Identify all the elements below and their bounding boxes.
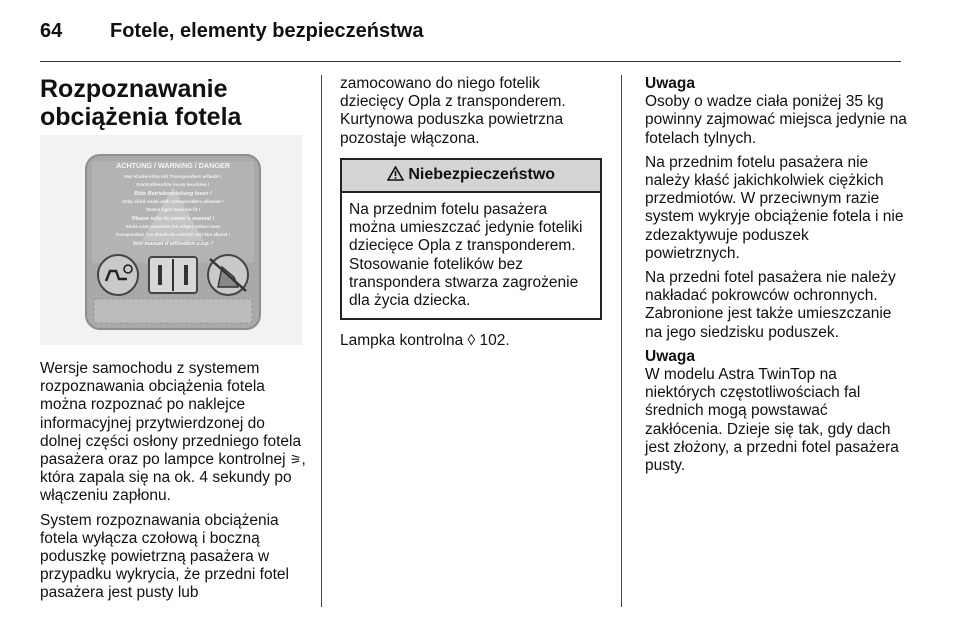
warning-label-figure <box>40 135 302 345</box>
page-number: 64 <box>40 20 63 42</box>
note-title: Uwaga <box>645 347 695 365</box>
reference-arrow-icon: ◊ <box>467 332 476 350</box>
airbag-indicator-icon: ⚞ <box>289 452 302 468</box>
danger-title: Niebezpieczeństwo <box>408 165 556 183</box>
warning-triangle-icon <box>387 166 408 183</box>
page-header <box>40 20 920 52</box>
danger-header <box>342 160 600 193</box>
svg-text:Status light must be lit !: Status light must be lit ! <box>145 208 201 213</box>
paragraph: Wersje samochodu z systemem rozpoznawania obciążenia fotela można rozpoznać po naklejce informacyjnej przytwierdzonej do dolnej części osłony przedniego fotela pasażera oraz po lampce kontrolnej ⚞, która zapala się na ok. 4 sekundy po włączeniu zapłonu. <box>40 360 306 505</box>
manual-book-icon <box>149 257 197 293</box>
column-1 <box>40 75 310 131</box>
svg-text:transpondeur ! Le témoin de co: transpondeur ! Le témoin de contrôle doit être allumé ! <box>115 232 231 237</box>
column-1-text <box>40 360 310 609</box>
section-title: Rozpoznawanie obciążenia fotela <box>40 75 242 131</box>
label-line-1: ACHTUNG / WARNING / DANGER <box>116 161 230 170</box>
warning-label-image <box>40 135 302 345</box>
paragraph: System rozpoznawania obciążenia fotela wyłącza czołową i boczną poduszkę powietrzną pasażera w przypadku wykrycia, że przedni fotel pasażera jest pusty lub <box>40 511 289 602</box>
danger-box <box>340 158 602 320</box>
header-rule <box>40 61 901 62</box>
note <box>645 75 907 148</box>
airbag-off-icon <box>98 255 138 295</box>
cross-reference: Lampka kontrolna ◊ 102. <box>340 332 510 350</box>
column-2 <box>340 75 602 356</box>
svg-text:Voir manuel d'utilisation s.v.: Voir manuel d'utilisation s.v.p. ! <box>132 241 214 247</box>
child-seat-icon <box>208 255 248 295</box>
svg-text:Seuls sont autorisés les siège: Seuls sont autorisés les sièges enfant avec <box>125 224 221 229</box>
svg-text:Nur Kindersitze mit Transponde: Nur Kindersitze mit Transpondern erlaubt ! <box>124 175 222 180</box>
note <box>645 348 907 475</box>
note-body: W modelu Astra TwinTop na niektórych częstotliwościach fal średnich mogą powstawać zakłócenia. Dzieje się tak, gdy dach jest złożony, a przedni fotel pasażera pusty. <box>645 366 899 475</box>
svg-text:Only child seats with transpon: Only child seats with transponders allowed ! <box>122 200 224 205</box>
danger-text: Na przednim fotelu pasażera można umieszczać jedynie foteliki dziecięce Opla z transponderem. Stosowanie fotelików bez transpondera stwarza zagrożenie dla życia dziecka. <box>349 201 583 310</box>
column-divider <box>621 75 622 607</box>
svg-text:Kontrollleuchte muss leuchten: Kontrollleuchte muss leuchten ! <box>136 183 210 188</box>
chapter-title: Fotele, elementy bezpieczeństwa <box>110 20 424 42</box>
paragraph: zamocowano do niego fotelik dziecięcy Opla z transponderem. Kurtynowa poduszka powietrzna pozostaje włączona. <box>340 75 566 147</box>
column-divider <box>321 75 322 607</box>
paragraph: Na przednim fotelu pasażera nie należy kłaść jakichkolwiek ciężkich przedmiotów. W przeciwnym razie system wykryje obciążenie fotela i nie zdezaktywuje poduszek powietrznych. <box>645 153 904 262</box>
column-3 <box>645 75 907 481</box>
note-title: Uwaga <box>645 75 695 92</box>
note-body: Osoby o wadze ciała poniżej 35 kg powinny zajmować miejsca jedynie na fotelach tylnych. <box>645 93 907 147</box>
paragraph: Na przedni fotel pasażera nie należy nakładać pokrowców ochronnych. Zabronione jest także umieszczanie na jego siedzisku poduszek. <box>645 269 896 341</box>
svg-text:Please refer to owner's manual: Please refer to owner's manual ! <box>131 216 215 222</box>
svg-text:Bitte Betriebsanleitung lesen: Bitte Betriebsanleitung lesen ! <box>134 191 212 197</box>
